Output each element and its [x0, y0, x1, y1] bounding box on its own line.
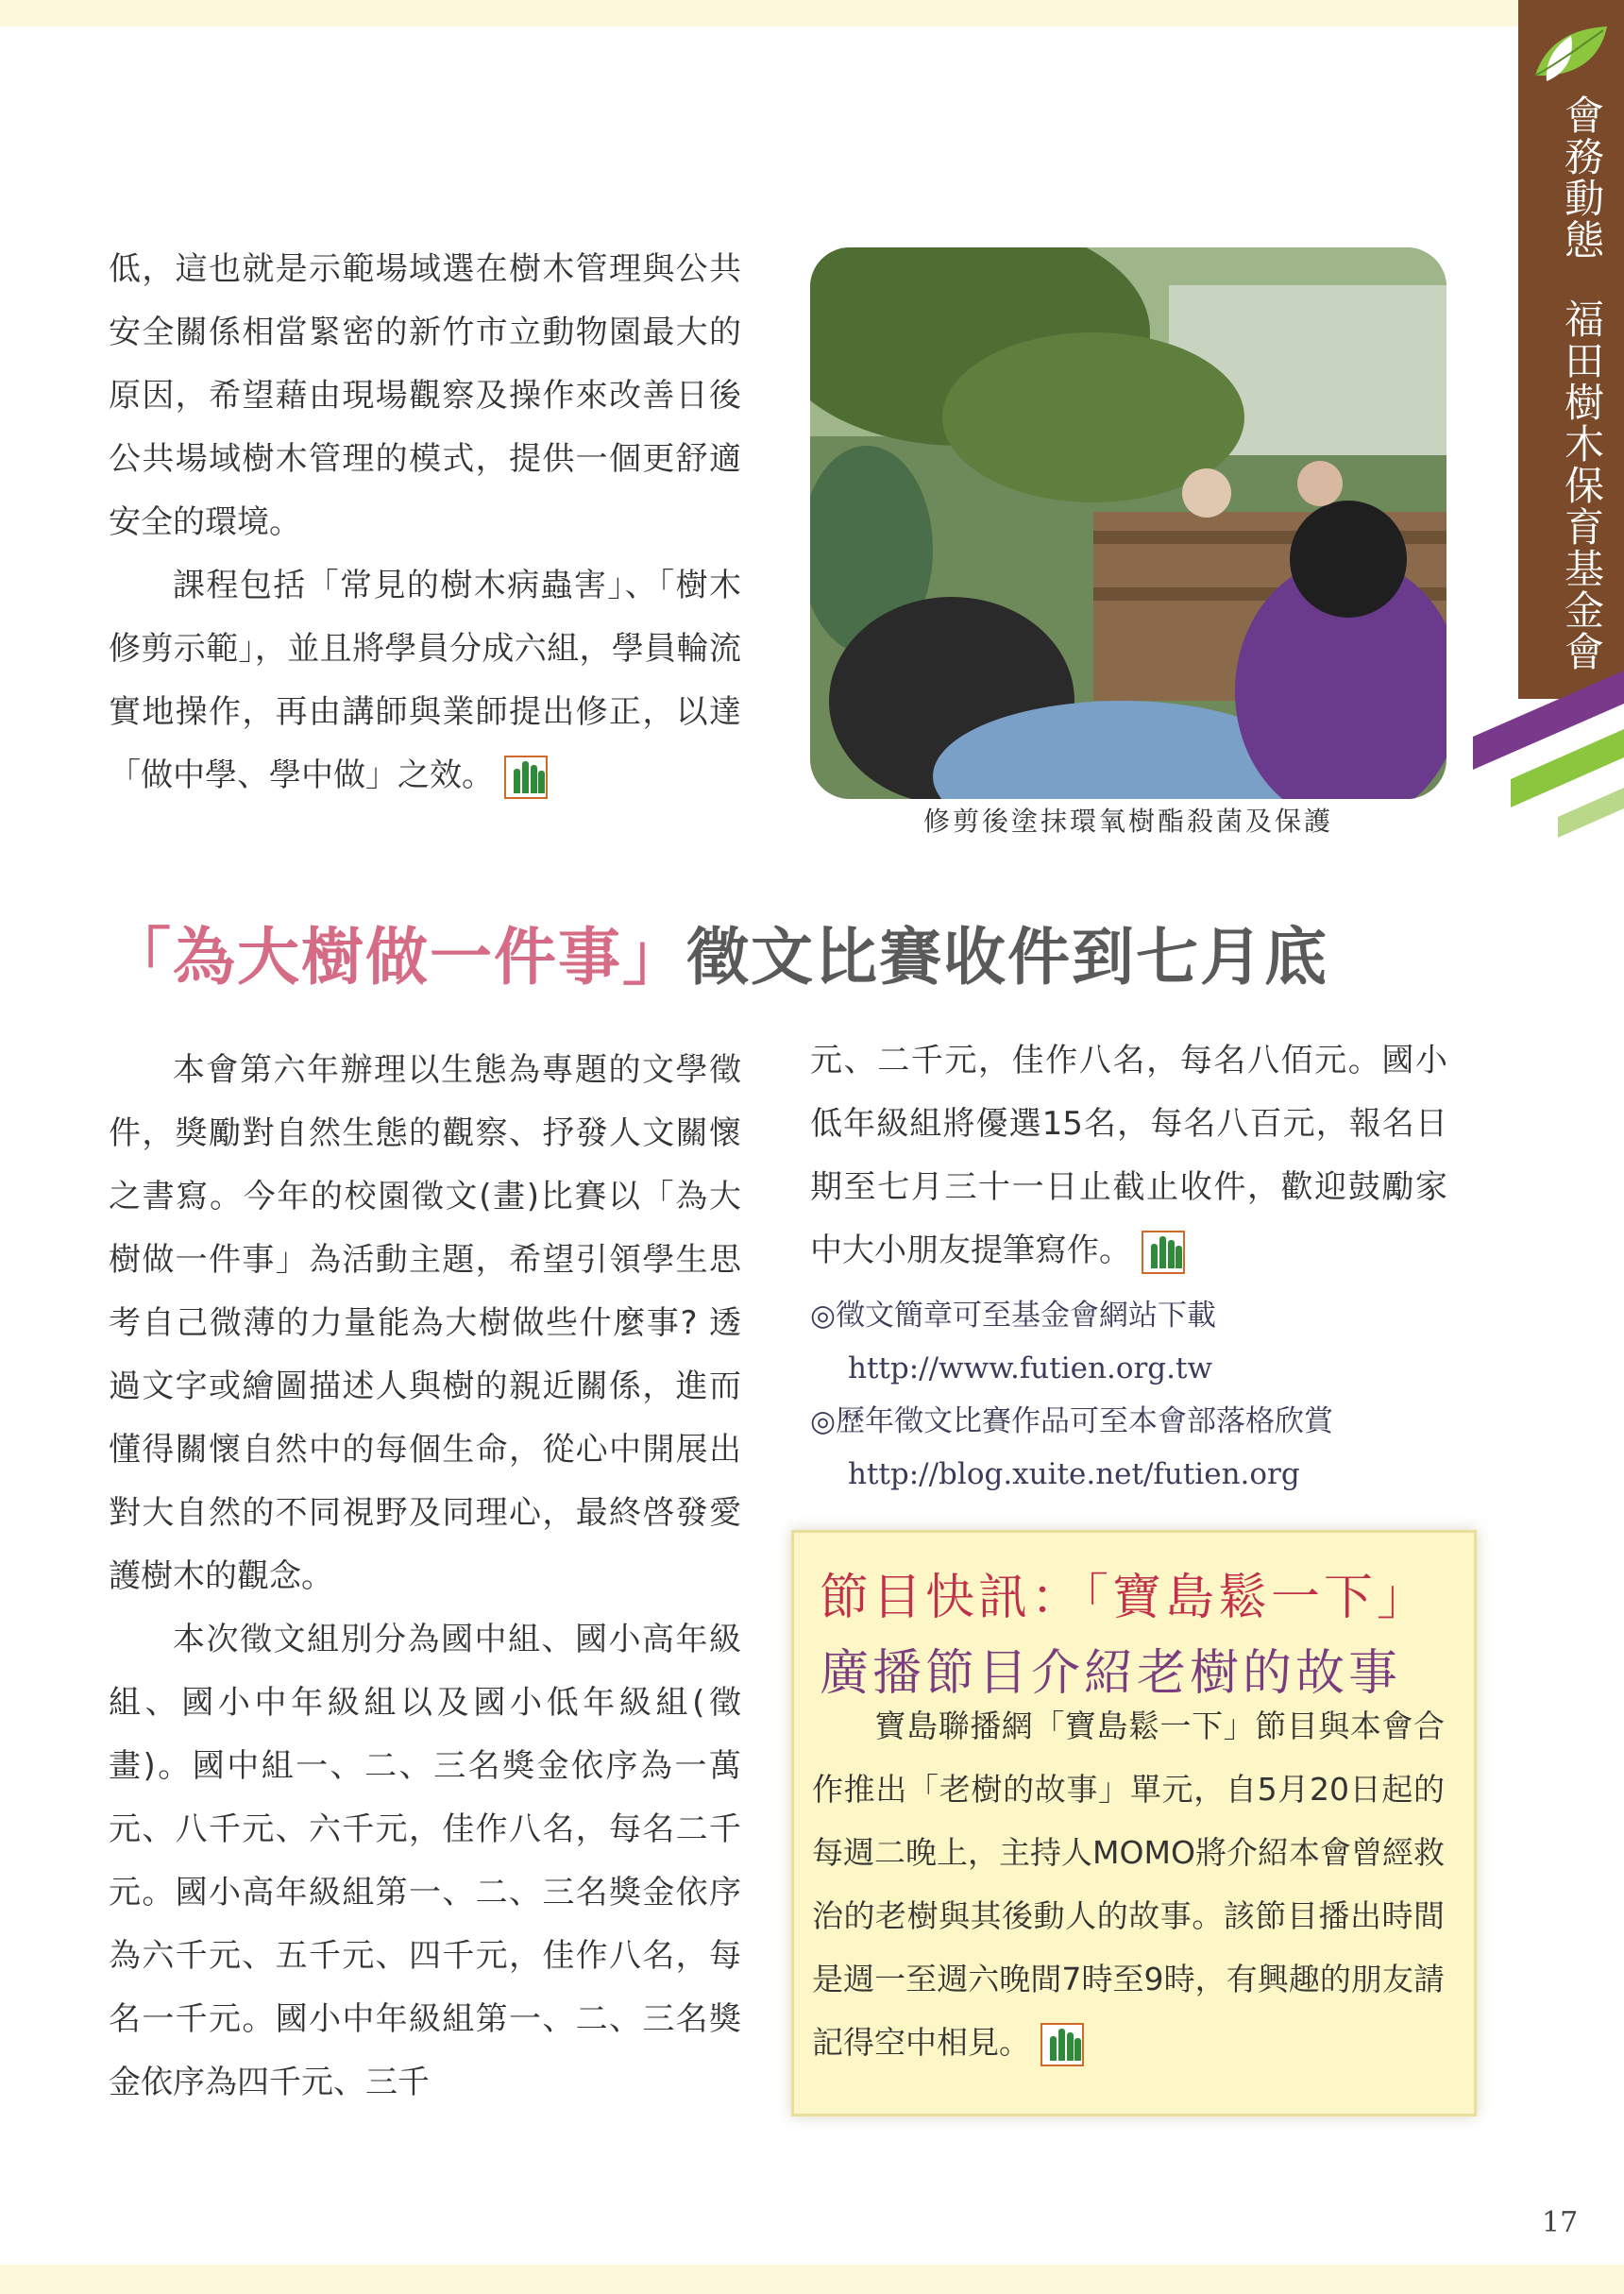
tree-end-icon — [504, 756, 548, 799]
notice-body-text: 寶島聯播網「寶島鬆一下」節目與本會合作推出「老樹的故事」單元，自5月20日起的每週二晚上，主持人MOMO將介紹本會曾經救治的老樹與其後動人的故事。該節目播出時間是週一至週六晚間7時至9時，有興趣的朋友請記得空中相見。 — [812, 1708, 1445, 2061]
side-title — [1539, 94, 1605, 672]
notice-body — [812, 1694, 1445, 2074]
article2-paragraph3: 元、二千元，佳作八名，每名八佰元。國小低年級組將優選15名，每名八百元，報名日期至七月三十一日止截止收件，歡迎鼓勵家中大小朋友提筆寫作。 — [810, 1029, 1447, 1283]
website-link[interactable]: http://www.futien.org.tw — [848, 1351, 1212, 1385]
notice-title — [820, 1560, 1429, 1711]
article1-paragraph1: 低，這也就是示範場域選在樹木管理與公共安全關係相當緊密的新竹市立動物園最大的原因，希望藉由現場觀察及操作來改善日後公共場域樹木管理的模式，提供一個更舒適安全的環境。 — [109, 250, 741, 541]
decorative-stripes — [1473, 652, 1624, 859]
organization-label: 福田樹木保育基金會 — [1559, 298, 1605, 672]
article2-paragraph1: 本會第六年辦理以生態為專題的文學徵件，獎勵對自然生態的觀察、抒發人文關懷之書寫。今年的校園徵文(畫)比賽以「為大樹做一件事」為活動主題，希望引領學生思考自己微薄的力量能為大樹做些什麼事? 透過文字或繪圖描述人與樹的親近關係，進而懂得關懷自然中的每個生命，從心中開展出對大自然的不同視野及同理心，最終啓發愛護樹木的觀念。 — [109, 1051, 741, 1595]
pruning-photo — [810, 247, 1446, 799]
bottom-band — [0, 2265, 1624, 2294]
article2-right-column — [810, 1029, 1447, 1283]
page-number: 17 — [1542, 2206, 1579, 2239]
link1-label: ◎徵文簡章可至基金會網站下載 — [810, 1299, 1217, 1333]
headline-rest: 徵文比賽收件到七月底 — [686, 921, 1328, 994]
blog-link[interactable]: http://blog.xuite.net/futien.org — [848, 1457, 1300, 1491]
tree-end-icon — [1040, 2023, 1084, 2066]
section-label: 會務動態 — [1559, 94, 1605, 261]
links-block — [810, 1289, 1471, 1501]
article2-left-column — [109, 1039, 741, 2115]
article2-headline — [109, 907, 1328, 996]
headline-quote: 「為大樹做一件事」 — [109, 921, 686, 994]
top-band — [0, 0, 1520, 26]
article1-paragraph2: 課程包括「常見的樹木病蟲害」、「樹木修剪示範」，並且將學員分成六組，學員輪流實地操作，再由講師與業師提出修正，以達「做中學、學中做」之效。 — [109, 554, 741, 807]
article1-column — [109, 238, 741, 807]
leaf-logo-icon — [1528, 21, 1615, 89]
article2-paragraph2: 本次徵文組別分為國中組、國小高年級組、國小中年級組以及國小低年級組(徵畫)。國中組一、二、三名獎金依序為一萬元、八千元、六千元，佳作八名，每名二千元。國小高年級組第一、二、三名獎金依序為六千元、五千元、四千元，佳作八名，每名一千元。國小中年級組第一、二、三名獎金依序為四千元、三千 — [109, 1621, 741, 2101]
photo-illustration — [810, 247, 1446, 799]
photo-caption: 修剪後塗抹環氧樹酯殺菌及保護 — [922, 806, 1333, 837]
notice-title-line2: 廣播節目介紹老樹的故事 — [820, 1645, 1402, 1702]
link2-label: ◎歷年徵文比賽作品可至本會部落格欣賞 — [810, 1404, 1334, 1438]
tree-end-icon — [1142, 1231, 1185, 1274]
notice-title-line1: 節目快訊：「寶島鬆一下」 — [820, 1570, 1430, 1626]
